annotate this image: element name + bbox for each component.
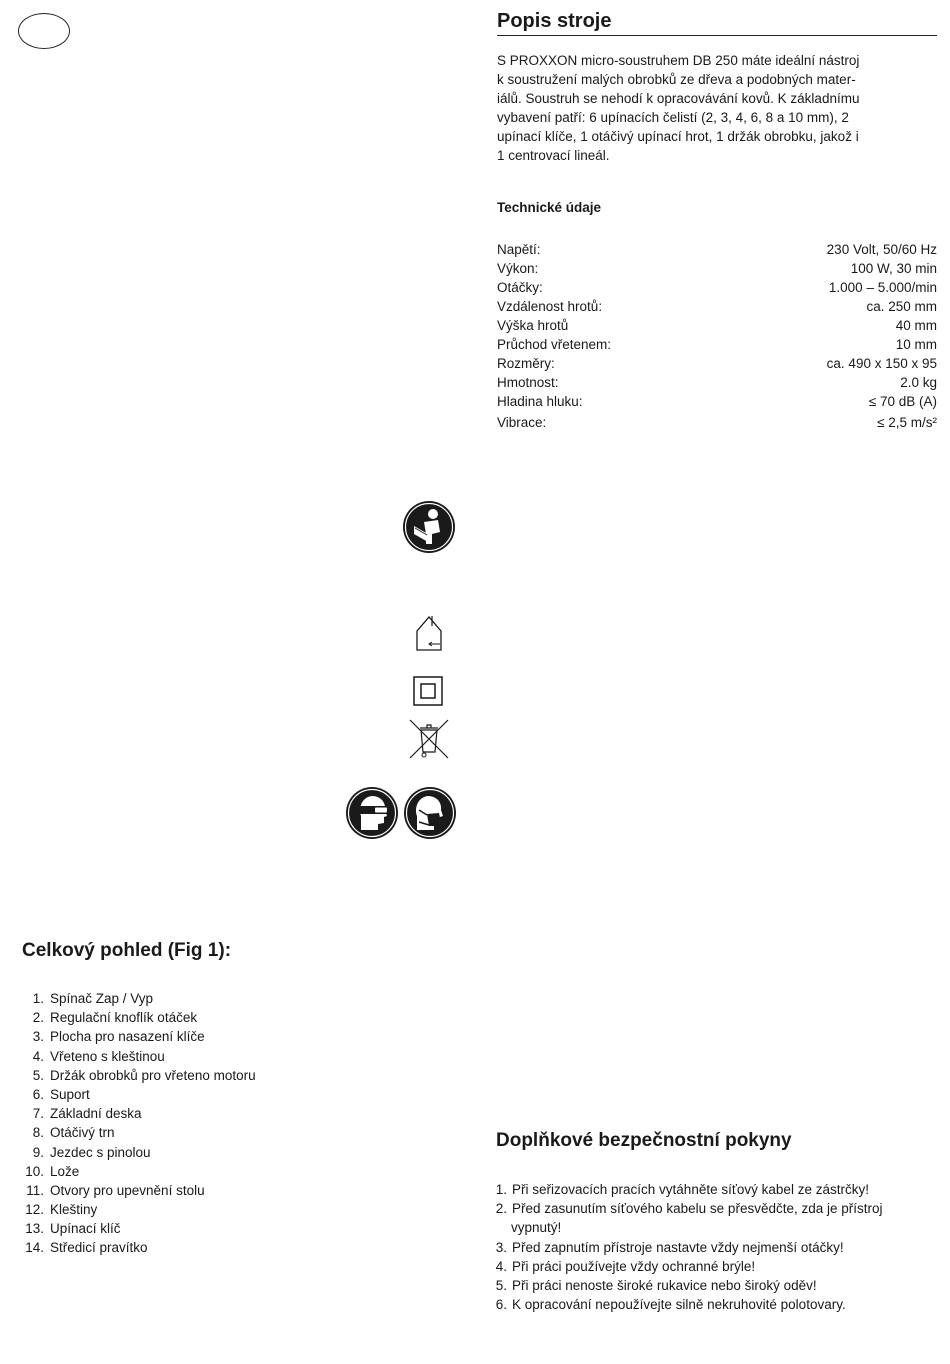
description-line: iálů. Soustruh se nehodí k opracovávání kovů. K základnímu <box>497 91 860 106</box>
item-text: Suport <box>50 1086 90 1102</box>
spec-value: 40 mm <box>895 318 937 333</box>
item-number: 2. <box>495 1201 507 1217</box>
spec-value: 100 W, 30 min <box>850 261 937 276</box>
weee-bin-icon <box>408 718 450 760</box>
item-text: Před zapnutím přístroje nastavte vždy nejmenší otáčky! <box>512 1239 844 1255</box>
spec-label: Průchod vřetenem: <box>497 337 612 352</box>
spec-value: ≤ 70 dB (A) <box>868 394 937 409</box>
item-text: Při práci používejte vždy ochranné brýle! <box>512 1258 756 1274</box>
item-text: Spínač Zap / Vyp <box>50 991 154 1006</box>
item-number: 5. <box>32 1067 44 1083</box>
spec-label: Napětí: <box>497 242 541 257</box>
spec-label: Vibrace: <box>497 415 547 430</box>
item-text: Lože <box>50 1163 80 1179</box>
list-item <box>495 1180 940 1199</box>
item-number: 7. <box>32 1106 44 1122</box>
item-number: 12. <box>25 1202 44 1218</box>
item-number: 3. <box>32 1029 44 1045</box>
item-number: 11. <box>26 1182 44 1198</box>
safety-heading: Doplňkové bezpečnostní pokyny <box>496 1130 792 1151</box>
item-text: Při seřizovacích pracích vytáhněte síťový kabel ze zástrčky! <box>512 1182 869 1197</box>
item-text: Středicí pravítko <box>50 1240 148 1256</box>
spec-row <box>497 316 937 335</box>
description-line: k soustružení malých obrobků ze dřeva a podobných mater- <box>497 72 856 87</box>
item-text-continued: vypnutý! <box>511 1220 562 1236</box>
page-title: Popis stroje <box>497 10 937 36</box>
list-item <box>20 1066 256 1085</box>
spec-row <box>497 297 937 316</box>
item-text: Základní deska <box>50 1106 142 1122</box>
spec-value: ca. 250 mm <box>866 299 937 314</box>
read-manual-icon <box>402 500 456 554</box>
item-number: 10. <box>25 1163 44 1179</box>
item-number: 2. <box>32 1010 44 1026</box>
description-line: vybavení patří: 6 upínacích čelistí (2, 3, 4, 6, 8 a 10 mm), 2 <box>497 110 849 125</box>
item-text: Při práci nenoste široké rukavice nebo široký oděv! <box>512 1277 817 1293</box>
indoor-use-icon <box>414 614 444 652</box>
item-number: 4. <box>32 1048 44 1064</box>
item-text: K opracování nepoužívejte silně nekruhovité polotovary. <box>512 1297 846 1313</box>
spec-value: ca. 490 x 150 x 95 <box>826 356 937 371</box>
spec-value: 1.000 – 5.000/min <box>828 280 937 295</box>
item-text: Jezdec s pinolou <box>50 1144 151 1160</box>
description-line: upínací klíče, 1 otáčivý upínací hrot, 1 držák obrobku, jakož i <box>497 129 859 144</box>
item-number: 3. <box>495 1239 507 1255</box>
spec-value: 2.0 kg <box>900 375 937 390</box>
item-text: Vřeteno s kleštinou <box>50 1048 165 1064</box>
list-item <box>495 1257 940 1276</box>
spec-table <box>497 240 937 432</box>
item-text: Regulační knoflík otáček <box>50 1010 198 1026</box>
item-number: 6. <box>495 1297 507 1313</box>
overview-heading: Celkový pohled (Fig 1): <box>22 940 232 961</box>
list-item <box>20 1008 256 1027</box>
item-text: Před zasunutím síťového kabelu se přesvědčte, zda je přístroj <box>512 1201 883 1217</box>
description-line: S PROXXON micro-soustruhem DB 250 máte ideální nástroj <box>497 53 860 68</box>
item-number: 5. <box>495 1277 507 1293</box>
list-item <box>20 1123 256 1142</box>
eye-protection-icon <box>345 786 399 840</box>
list-item <box>495 1199 940 1237</box>
list-item <box>20 1200 256 1219</box>
list-item <box>20 1162 256 1181</box>
spec-row <box>497 373 937 392</box>
list-item <box>20 1027 256 1046</box>
item-text: Upínací klíč <box>50 1221 121 1237</box>
spec-value: 230 Volt, 50/60 Hz <box>826 242 937 257</box>
item-number: 6. <box>32 1086 44 1102</box>
list-item <box>495 1238 940 1257</box>
spec-label: Vzdálenost hrotů: <box>497 299 603 314</box>
double-insulation-icon <box>413 676 443 706</box>
list-item <box>20 1047 256 1066</box>
machine-description <box>497 51 922 165</box>
dust-mask-icon <box>403 786 457 840</box>
item-text: Kleštiny <box>50 1202 98 1218</box>
list-item <box>20 1143 256 1162</box>
list-item <box>20 1238 256 1257</box>
item-number: 8. <box>32 1125 44 1141</box>
spec-row <box>497 259 937 278</box>
spec-label: Hmotnost: <box>497 375 559 390</box>
list-item <box>495 1295 940 1314</box>
item-number: 14. <box>25 1240 44 1256</box>
item-number: 9. <box>32 1144 44 1160</box>
spec-label: Otáčky: <box>497 280 543 295</box>
spec-row <box>497 413 937 432</box>
spec-value: 10 mm <box>895 337 937 352</box>
language-marker-oval <box>18 13 70 49</box>
item-number: 1. <box>495 1182 507 1197</box>
spec-value: ≤ 2,5 m/s² <box>877 415 937 430</box>
item-text: Otáčivý trn <box>50 1125 115 1141</box>
spec-row <box>497 354 937 373</box>
item-text: Držák obrobků pro vřeteno motoru <box>50 1067 256 1083</box>
spec-row <box>497 240 937 259</box>
item-number: 4. <box>495 1258 507 1274</box>
list-item <box>20 1085 256 1104</box>
description-line: 1 centrovací lineál. <box>497 148 610 163</box>
list-item <box>20 1219 256 1238</box>
list-item <box>20 1181 256 1200</box>
tech-data-heading: Technické údaje <box>497 200 602 215</box>
spec-label: Výška hrotů <box>497 318 569 333</box>
list-item <box>495 1276 940 1295</box>
spec-label: Výkon: <box>497 261 539 276</box>
overview-list <box>20 989 256 1258</box>
spec-row <box>497 278 937 297</box>
item-number: 1. <box>32 991 44 1006</box>
spec-label: Hladina hluku: <box>497 394 583 409</box>
spec-row <box>497 392 937 411</box>
item-text: Plocha pro nasazení klíče <box>50 1029 205 1045</box>
safety-list <box>495 1180 940 1314</box>
item-text: Otvory pro upevnění stolu <box>50 1182 205 1198</box>
list-item <box>20 1104 256 1123</box>
spec-label: Rozměry: <box>497 356 555 371</box>
list-item <box>20 989 256 1008</box>
spec-row <box>497 335 937 354</box>
item-number: 13. <box>25 1221 44 1237</box>
